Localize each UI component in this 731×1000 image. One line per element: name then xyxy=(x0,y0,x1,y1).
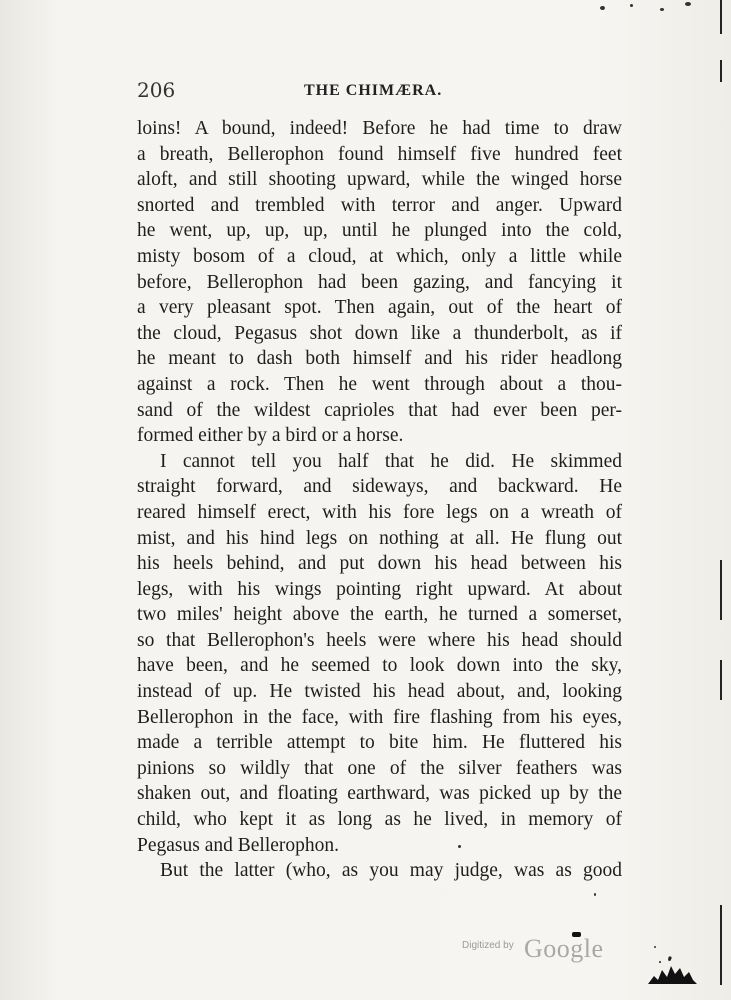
text-line: two miles' height above the earth, he turned a somerset, xyxy=(137,604,622,626)
text-line: I cannot tell you half that he did. He skimmed xyxy=(160,450,622,472)
scan-edge-mark xyxy=(720,660,722,700)
text-line: Bellerophon in the face, with fire flashing from his eyes, xyxy=(137,706,622,728)
text-line: against a rock. Then he went through about a thou- xyxy=(137,373,622,395)
text-line: But the latter (who, as you may judge, was as good xyxy=(160,860,622,882)
text-line: his heels behind, and put down his head between his xyxy=(137,553,622,575)
text-line: straight forward, and sideways, and backward. He xyxy=(137,476,622,498)
text-line: legs, with his wings pointing right upward. At about xyxy=(137,578,622,600)
scan-edge-mark xyxy=(720,905,722,985)
scan-edge-mark xyxy=(720,0,722,34)
scan-speck xyxy=(630,4,633,7)
corner-ink-blot xyxy=(640,950,700,990)
page-header xyxy=(137,78,622,102)
text-line: have been, and he seemed to look down into the sky, xyxy=(137,655,622,677)
google-watermark: Google xyxy=(524,934,604,963)
text-line: the cloud, Pegasus shot down like a thunderbolt, as if xyxy=(137,322,622,344)
text-line: he meant to dash both himself and his rider headlong xyxy=(137,348,622,370)
text-line: pinions so wildly that one of the silver feathers was xyxy=(137,757,622,779)
text-line: reared himself erect, with his fore legs on a wreath of xyxy=(137,501,622,523)
running-title: THE CHIMÆRA. xyxy=(304,82,443,99)
text-line: a very pleasant spot. Then again, out of the heart of xyxy=(137,297,622,319)
scan-speck xyxy=(458,845,461,848)
text-line: child, who kept it as long as he lived, in memory of xyxy=(137,809,622,831)
text-line: he went, up, up, up, until he plunged into the cold, xyxy=(137,220,622,242)
body-text xyxy=(137,116,622,884)
scan-speck xyxy=(600,6,605,10)
text-line: formed either by a bird or a horse. xyxy=(137,425,404,447)
text-line: shaken out, and floating earthward, was picked up by the xyxy=(137,783,622,805)
text-line: before, Bellerophon had been gazing, and fancying it xyxy=(137,271,622,293)
text-line: mist, and his hind legs on nothing at all. He flung out xyxy=(137,527,622,549)
scan-edge-mark xyxy=(720,60,722,82)
digitized-by-label: Digitized by xyxy=(462,940,514,951)
text-line: loins! A bound, indeed! Before he had time to draw xyxy=(137,118,622,139)
text-line: so that Bellerophon's heels were where his head should xyxy=(137,629,622,651)
scan-speck xyxy=(594,893,596,896)
text-line: sand of the wildest caprioles that had ever been per- xyxy=(137,399,622,421)
text-line: a breath, Bellerophon found himself five hundred feet xyxy=(137,143,622,165)
text-line: instead of up. He twisted his head about, and, looking xyxy=(137,681,622,703)
scan-speck xyxy=(660,8,664,11)
text-line: Pegasus and Bellerophon. xyxy=(137,834,340,856)
text-line: snorted and trembled with terror and anger. Upward xyxy=(137,194,622,216)
text-line: misty bosom of a cloud, at which, only a little while xyxy=(137,245,622,267)
scan-edge-mark xyxy=(720,560,722,620)
text-line: aloft, and still shooting upward, while the winged horse xyxy=(137,169,622,191)
scan-speck xyxy=(685,2,691,6)
page-number: 206 xyxy=(137,78,176,102)
text-line: made a terrible attempt to bite him. He fluttered his xyxy=(137,732,622,754)
scan-speck xyxy=(654,946,656,948)
